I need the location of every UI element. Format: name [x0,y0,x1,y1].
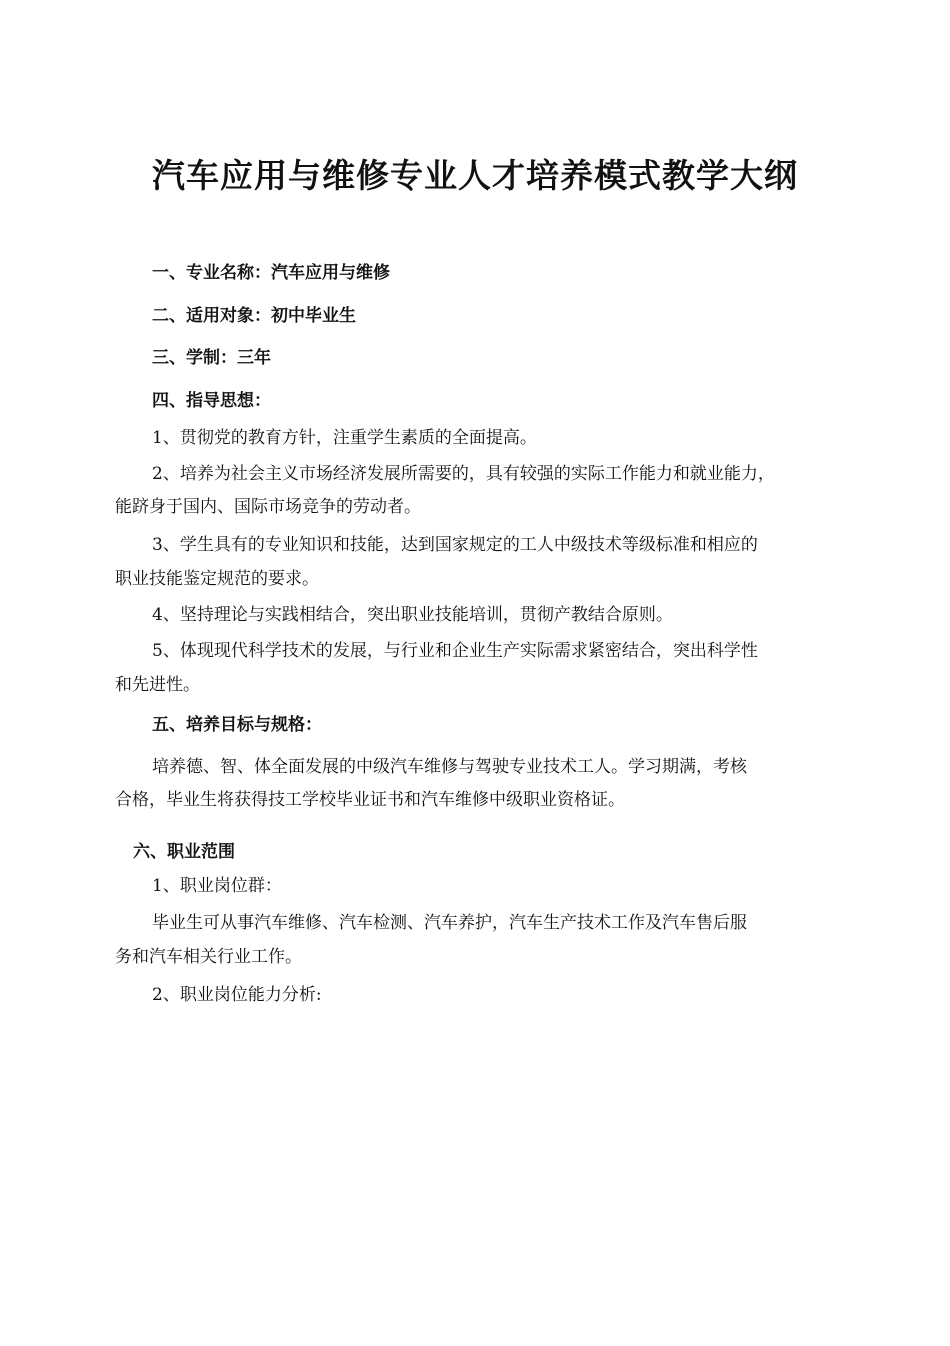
section-5-heading: 五、培养目标与规格： [152,715,322,735]
paragraph-5-line-2: 合格，毕业生将获得技工学校毕业证书和汽车维修中级职业资格证。 [115,790,625,810]
paragraph-4-3-line-1: 3、学生具有的专业知识和技能，达到国家规定的工人中级技术等级标准和相应的 [152,535,758,555]
paragraph-4-5-line-2: 和先进性。 [115,675,200,695]
section-2-heading: 二、适用对象：初中毕业生 [152,306,356,326]
paragraph-6-1-line-1: 毕业生可从事汽车维修、汽车检测、汽车养护，汽车生产技术工作及汽车售后服 [152,913,747,933]
paragraph-4-4: 4、坚持理论与实践相结合，突出职业技能培训，贯彻产教结合原则。 [152,605,673,625]
subsection-6-2: 2、职业岗位能力分析: [152,985,322,1005]
paragraph-4-2-line-2: 能跻身于国内、国际市场竞争的劳动者。 [115,497,421,517]
paragraph-4-5-line-1: 5、体现现代科学技术的发展，与行业和企业生产实际需求紧密结合，突出科学性 [152,641,758,661]
paragraph-5-line-1: 培养德、智、体全面发展的中级汽车维修与驾驶专业技术工人。学习期满，考核 [152,757,747,777]
paragraph-4-1: 1、贯彻党的教育方针，注重学生素质的全面提高。 [152,428,537,448]
document-title: 汽车应用与维修专业人才培养模式教学大纲 [152,156,798,195]
subsection-6-1: 1、职业岗位群： [152,876,282,896]
section-3-heading: 三、学制：三年 [152,348,271,368]
paragraph-4-3-line-2: 职业技能鉴定规范的要求。 [115,569,319,589]
section-6-heading: 六、职业范围 [133,842,235,862]
paragraph-6-1-line-2: 务和汽车相关行业工作。 [115,947,302,967]
paragraph-4-2-line-1: 2、培养为社会主义市场经济发展所需要的，具有较强的实际工作能力和就业能力， [152,464,775,484]
section-1-heading: 一、专业名称：汽车应用与维修 [152,263,390,283]
section-4-heading: 四、指导思想： [152,391,271,411]
